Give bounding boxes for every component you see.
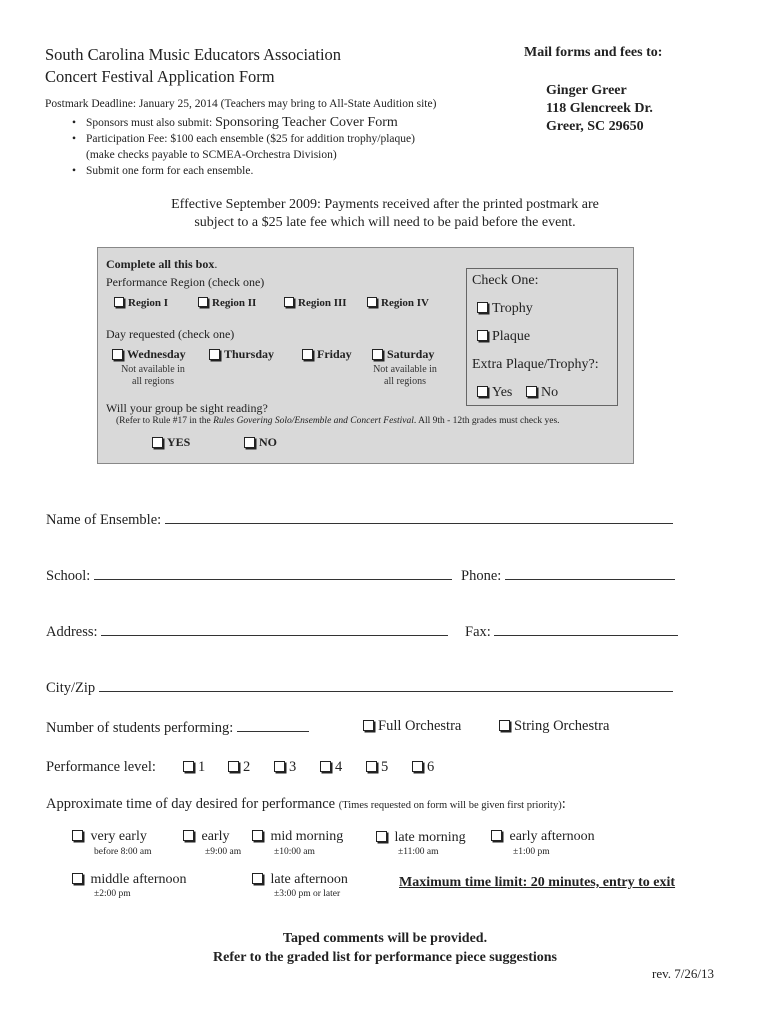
fax-input[interactable] (494, 622, 678, 636)
requirements-list (70, 115, 415, 179)
address-input[interactable] (101, 622, 448, 636)
bullet-item: • Participation Fee: $100 each ensemble ($25 for addition trophy/plaque) (70, 131, 415, 147)
mail-heading: Mail forms and fees to: (524, 45, 663, 60)
checkbox-icon[interactable] (367, 297, 377, 307)
checkbox-icon[interactable] (320, 761, 331, 772)
bullet-item: • Submit one form for each ensemble. (70, 163, 415, 179)
day-wednesday-checkbox[interactable]: Wednesday (112, 347, 186, 362)
cityzip-input[interactable] (99, 678, 673, 692)
time-note: before 8:00 am (94, 847, 152, 857)
address-field: Address: (46, 622, 448, 641)
extra-yes-checkbox[interactable]: Yes (477, 385, 512, 401)
checkbox-icon[interactable] (284, 297, 294, 307)
max-time-limit: Maximum time limit: 20 minutes, entry to exit (399, 875, 676, 890)
revision-date: rev. 7/26/13 (652, 966, 714, 981)
trophy-checkbox[interactable]: Trophy (477, 301, 533, 317)
phone-input[interactable] (505, 566, 675, 580)
bullet-continuation: (make checks payable to SCMEA-Orchestra Division) (86, 149, 337, 161)
mail-city: Greer, SC 29650 (546, 119, 644, 134)
time-late-afternoon[interactable]: late afternoon (252, 872, 348, 888)
checkbox-icon[interactable] (112, 349, 123, 360)
region-2-checkbox[interactable]: Region II (198, 297, 256, 309)
level-1-checkbox[interactable]: 1 (183, 759, 205, 776)
full-orchestra-checkbox[interactable]: Full Orchestra (363, 718, 461, 735)
checkbox-icon[interactable] (228, 761, 239, 772)
level-4-checkbox[interactable]: 4 (320, 759, 342, 776)
checkbox-icon[interactable] (366, 761, 377, 772)
region-label: Performance Region (check one) (106, 275, 265, 289)
day-friday-checkbox[interactable]: Friday (302, 347, 352, 362)
checkbox-icon[interactable] (363, 720, 374, 731)
level-3-checkbox[interactable]: 3 (274, 759, 296, 776)
postmark-deadline: Postmark Deadline: January 25, 2014 (Teachers may bring to All-State Audition site) (45, 98, 437, 110)
students-input[interactable] (237, 718, 309, 732)
wednesday-note: Not available in all regions (121, 364, 185, 387)
checkbox-icon[interactable] (152, 437, 163, 448)
time-note: ±2:00 pm (94, 889, 131, 899)
students-field: Number of students performing: (46, 718, 309, 737)
checkbox-icon[interactable] (114, 297, 124, 307)
extra-no-checkbox[interactable]: No (526, 385, 558, 401)
cityzip-field: City/Zip (46, 678, 673, 697)
sight-reading-note: (Refer to Rule #17 in the Rules Govering Solo/Ensemble and Concert Festival. All 9th - 12th grades must check yes. (116, 416, 560, 426)
ensemble-input[interactable] (165, 510, 673, 524)
checkbox-icon[interactable] (209, 349, 220, 360)
checkbox-icon[interactable] (491, 830, 502, 841)
time-middle-afternoon[interactable]: middle afternoon (72, 872, 187, 888)
notice-line-2: subject to a $25 late fee which will need to be paid before the event. (194, 215, 576, 230)
checkbox-icon[interactable] (499, 720, 510, 731)
time-note: ±1:00 pm (513, 847, 550, 857)
extra-plaque-label: Extra Plaque/Trophy?: (472, 357, 599, 372)
sight-no-checkbox[interactable]: NO (244, 435, 277, 450)
title-line-1: South Carolina Music Educators Association (45, 45, 342, 64)
region-3-checkbox[interactable]: Region III (284, 297, 347, 309)
checkbox-icon[interactable] (477, 386, 488, 397)
phone-field: Phone: (461, 566, 675, 585)
mail-address (546, 82, 653, 136)
saturday-note: Not available in all regions (373, 364, 437, 387)
time-early-afternoon[interactable]: early afternoon (491, 829, 595, 845)
late-fee-notice (0, 196, 770, 232)
check-one-heading: Check One: (472, 273, 539, 288)
footer-notes (0, 929, 770, 967)
sight-reading-label: Will your group be sight reading? (106, 401, 268, 415)
checkbox-icon[interactable] (183, 830, 194, 841)
level-2-checkbox[interactable]: 2 (228, 759, 250, 776)
form-title (45, 44, 341, 88)
footer-line-2: Refer to the graded list for performance piece suggestions (213, 950, 557, 965)
time-note: ±11:00 am (398, 847, 439, 857)
time-note: ±9:00 am (205, 847, 242, 857)
fax-field: Fax: (465, 622, 678, 641)
notice-line-1: Effective September 2009: Payments received after the printed postmark are (171, 197, 599, 212)
checkbox-icon[interactable] (274, 761, 285, 772)
day-thursday-checkbox[interactable]: Thursday (209, 347, 274, 362)
bullet-item: • Sponsors must also submit: Sponsoring Teacher Cover Form (70, 115, 415, 131)
string-orchestra-checkbox[interactable]: String Orchestra (499, 718, 609, 735)
checkbox-icon[interactable] (376, 831, 387, 842)
checkbox-icon[interactable] (477, 330, 488, 341)
checkbox-icon[interactable] (302, 349, 313, 360)
checkbox-icon[interactable] (526, 386, 537, 397)
checkbox-icon[interactable] (244, 437, 255, 448)
time-note: ±3:00 pm or later (274, 889, 341, 899)
checkbox-icon[interactable] (252, 830, 263, 841)
region-1-checkbox[interactable]: Region I (114, 297, 168, 309)
time-early[interactable]: early (183, 829, 229, 845)
time-very-early[interactable]: very early (72, 829, 147, 845)
checkbox-icon[interactable] (412, 761, 423, 772)
checkbox-icon[interactable] (183, 761, 194, 772)
time-late-morning[interactable]: late morning (376, 830, 466, 846)
time-note: ±10:00 am (274, 847, 315, 857)
box-title: Complete all this box. (106, 257, 218, 271)
mail-street: 118 Glencreek Dr. (546, 101, 653, 116)
level-6-checkbox[interactable]: 6 (412, 759, 434, 776)
checkbox-icon[interactable] (72, 873, 83, 884)
footer-line-1: Taped comments will be provided. (282, 931, 488, 946)
mail-name: Ginger Greer (546, 83, 627, 98)
checkbox-icon[interactable] (72, 830, 83, 841)
time-mid-morning[interactable]: mid morning (252, 829, 343, 845)
time-label: Approximate time of day desired for performance (Times requested on form will be given first priority): (46, 796, 566, 812)
sight-yes-checkbox[interactable]: YES (152, 435, 190, 450)
checkbox-icon[interactable] (372, 349, 383, 360)
day-saturday-checkbox[interactable]: Saturday (372, 347, 434, 362)
level-5-checkbox[interactable]: 5 (366, 759, 388, 776)
school-field: School: (46, 566, 452, 585)
ensemble-field: Name of Ensemble: (46, 510, 673, 529)
checkbox-icon[interactable] (198, 297, 208, 307)
region-4-checkbox[interactable]: Region IV (367, 297, 429, 309)
performance-level-label: Performance level: (46, 759, 156, 775)
title-line-2: Concert Festival Application Form (45, 67, 275, 86)
school-input[interactable] (94, 566, 452, 580)
day-label: Day requested (check one) (106, 327, 235, 341)
plaque-checkbox[interactable]: Plaque (477, 329, 530, 345)
checkbox-icon[interactable] (252, 873, 263, 884)
checkbox-icon[interactable] (477, 302, 488, 313)
